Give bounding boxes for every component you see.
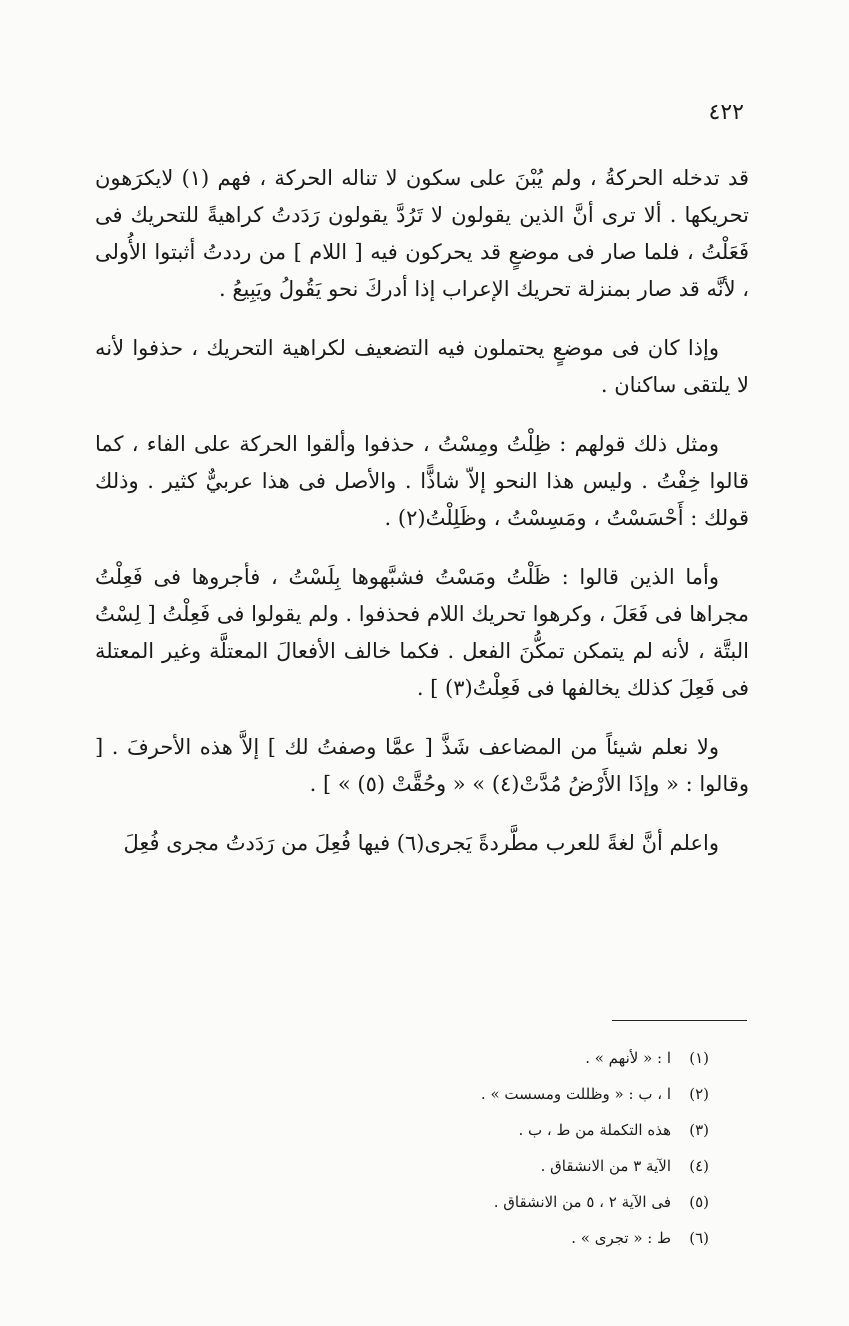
footnote-number: (٤) xyxy=(689,1157,709,1175)
footnote-number: (١) xyxy=(689,1049,709,1067)
page-number: ٤٢٢ xyxy=(708,100,744,125)
footnote-text: هذه التكملة من ط ، ب . xyxy=(518,1121,671,1139)
footnote-text: ا ، ب : « وظللت ومسست » . xyxy=(480,1085,671,1103)
footnote xyxy=(289,1076,709,1112)
footnote-number: (٥) xyxy=(689,1193,709,1211)
footnote xyxy=(289,1040,709,1076)
footnote-number: (٢) xyxy=(689,1085,709,1103)
footnote xyxy=(289,1112,709,1148)
footnote-text: ا : « لأنهم » . xyxy=(585,1049,671,1067)
paragraph: واعلم أنَّ لغةً للعرب مطَّردةً يَجرى(٦) فيها فُعِلَ من رَدَدتُ مجرى فُعِلَ xyxy=(123,831,719,855)
footnote-text: فى الآية ٢ ، ٥ من الانشقاق . xyxy=(493,1193,671,1211)
paragraph: ومثل ذلك قولهم : ظِلْتُ ومِسْتُ ، حذفوا وألقوا الحركة على الفاء ، كما قالوا خِفْتُ . وليس هذا النحو إلاّ شاذًّا . والأصل فى هذا عربيٌّ كثير . وذلك قولك : أَحْسَسْتُ ، ومَسِسْتُ ، وظَلِلْتُ(٢) . xyxy=(95,432,749,530)
footnote xyxy=(289,1220,709,1256)
footnote-number: (٦) xyxy=(689,1229,709,1247)
footnote-text: الآية ٣ من الانشقاق . xyxy=(540,1157,671,1175)
footnotes-list xyxy=(289,1040,709,1256)
body-text xyxy=(95,160,749,884)
footnote xyxy=(289,1148,709,1184)
footnote-number: (٣) xyxy=(689,1121,709,1139)
paragraph: ولا نعلم شيئاً من المضاعف شَذَّ [ عمَّا وصفتُ لك ] إلاَّ هذه الأحرفَ . [ وقالوا : « وإذَا الأَرْضُ مُدَّتْ(٤) » « وحُقَّتْ (٥) » ] . xyxy=(95,735,749,796)
paragraph: وإذا كان فى موضعٍ يحتملون فيه التضعيف لكراهية التحريك ، حذفوا لأنه لا يلتقى ساكنان . xyxy=(95,336,749,397)
paragraph: وأما الذين قالوا : ظَلْتُ ومَسْتُ فشبَّهوها بِلَسْتُ ، فأجروها فى فَعِلْتُ مجراها فى فَعَلَ ، وكرهوا تحريك اللام فحذفوا . ولم يقولوا فى فَعِلْتُ [ لِسْتُ البتَّة ، لأنه لم يتمكن تمكُّنَ الفعل . فكما خالف الأفعالَ المعتلَّة وغير المعتلة فى فَعِلَ كذلك يخالفها فى فَعِلْتُ(٣) ] . xyxy=(95,565,749,700)
footnote-text: ط : « تجرى » . xyxy=(571,1229,671,1247)
footnote xyxy=(289,1184,709,1220)
paragraph: قد تدخله الحركةُ ، ولم يُبْنَ على سكون لا تناله الحركة ، فهم (١) لايكرَهون تحريكها . ألا ترى أنَّ الذين يقولون لا تَرُدَّ يقولون رَدَدتُ كراهيةً للتحريك فى فَعَلْتُ ، فلما صار فى موضعٍ قد يحركون فيه [ اللام ] من رددتُ أثبتوا الأُولى ، لأنَّه قد صار بمنزلة تحريك الإعراب إذا أدركَ نحو يَقُولُ ويَبِيعُ . xyxy=(95,166,750,301)
footnote-divider xyxy=(612,1020,747,1021)
